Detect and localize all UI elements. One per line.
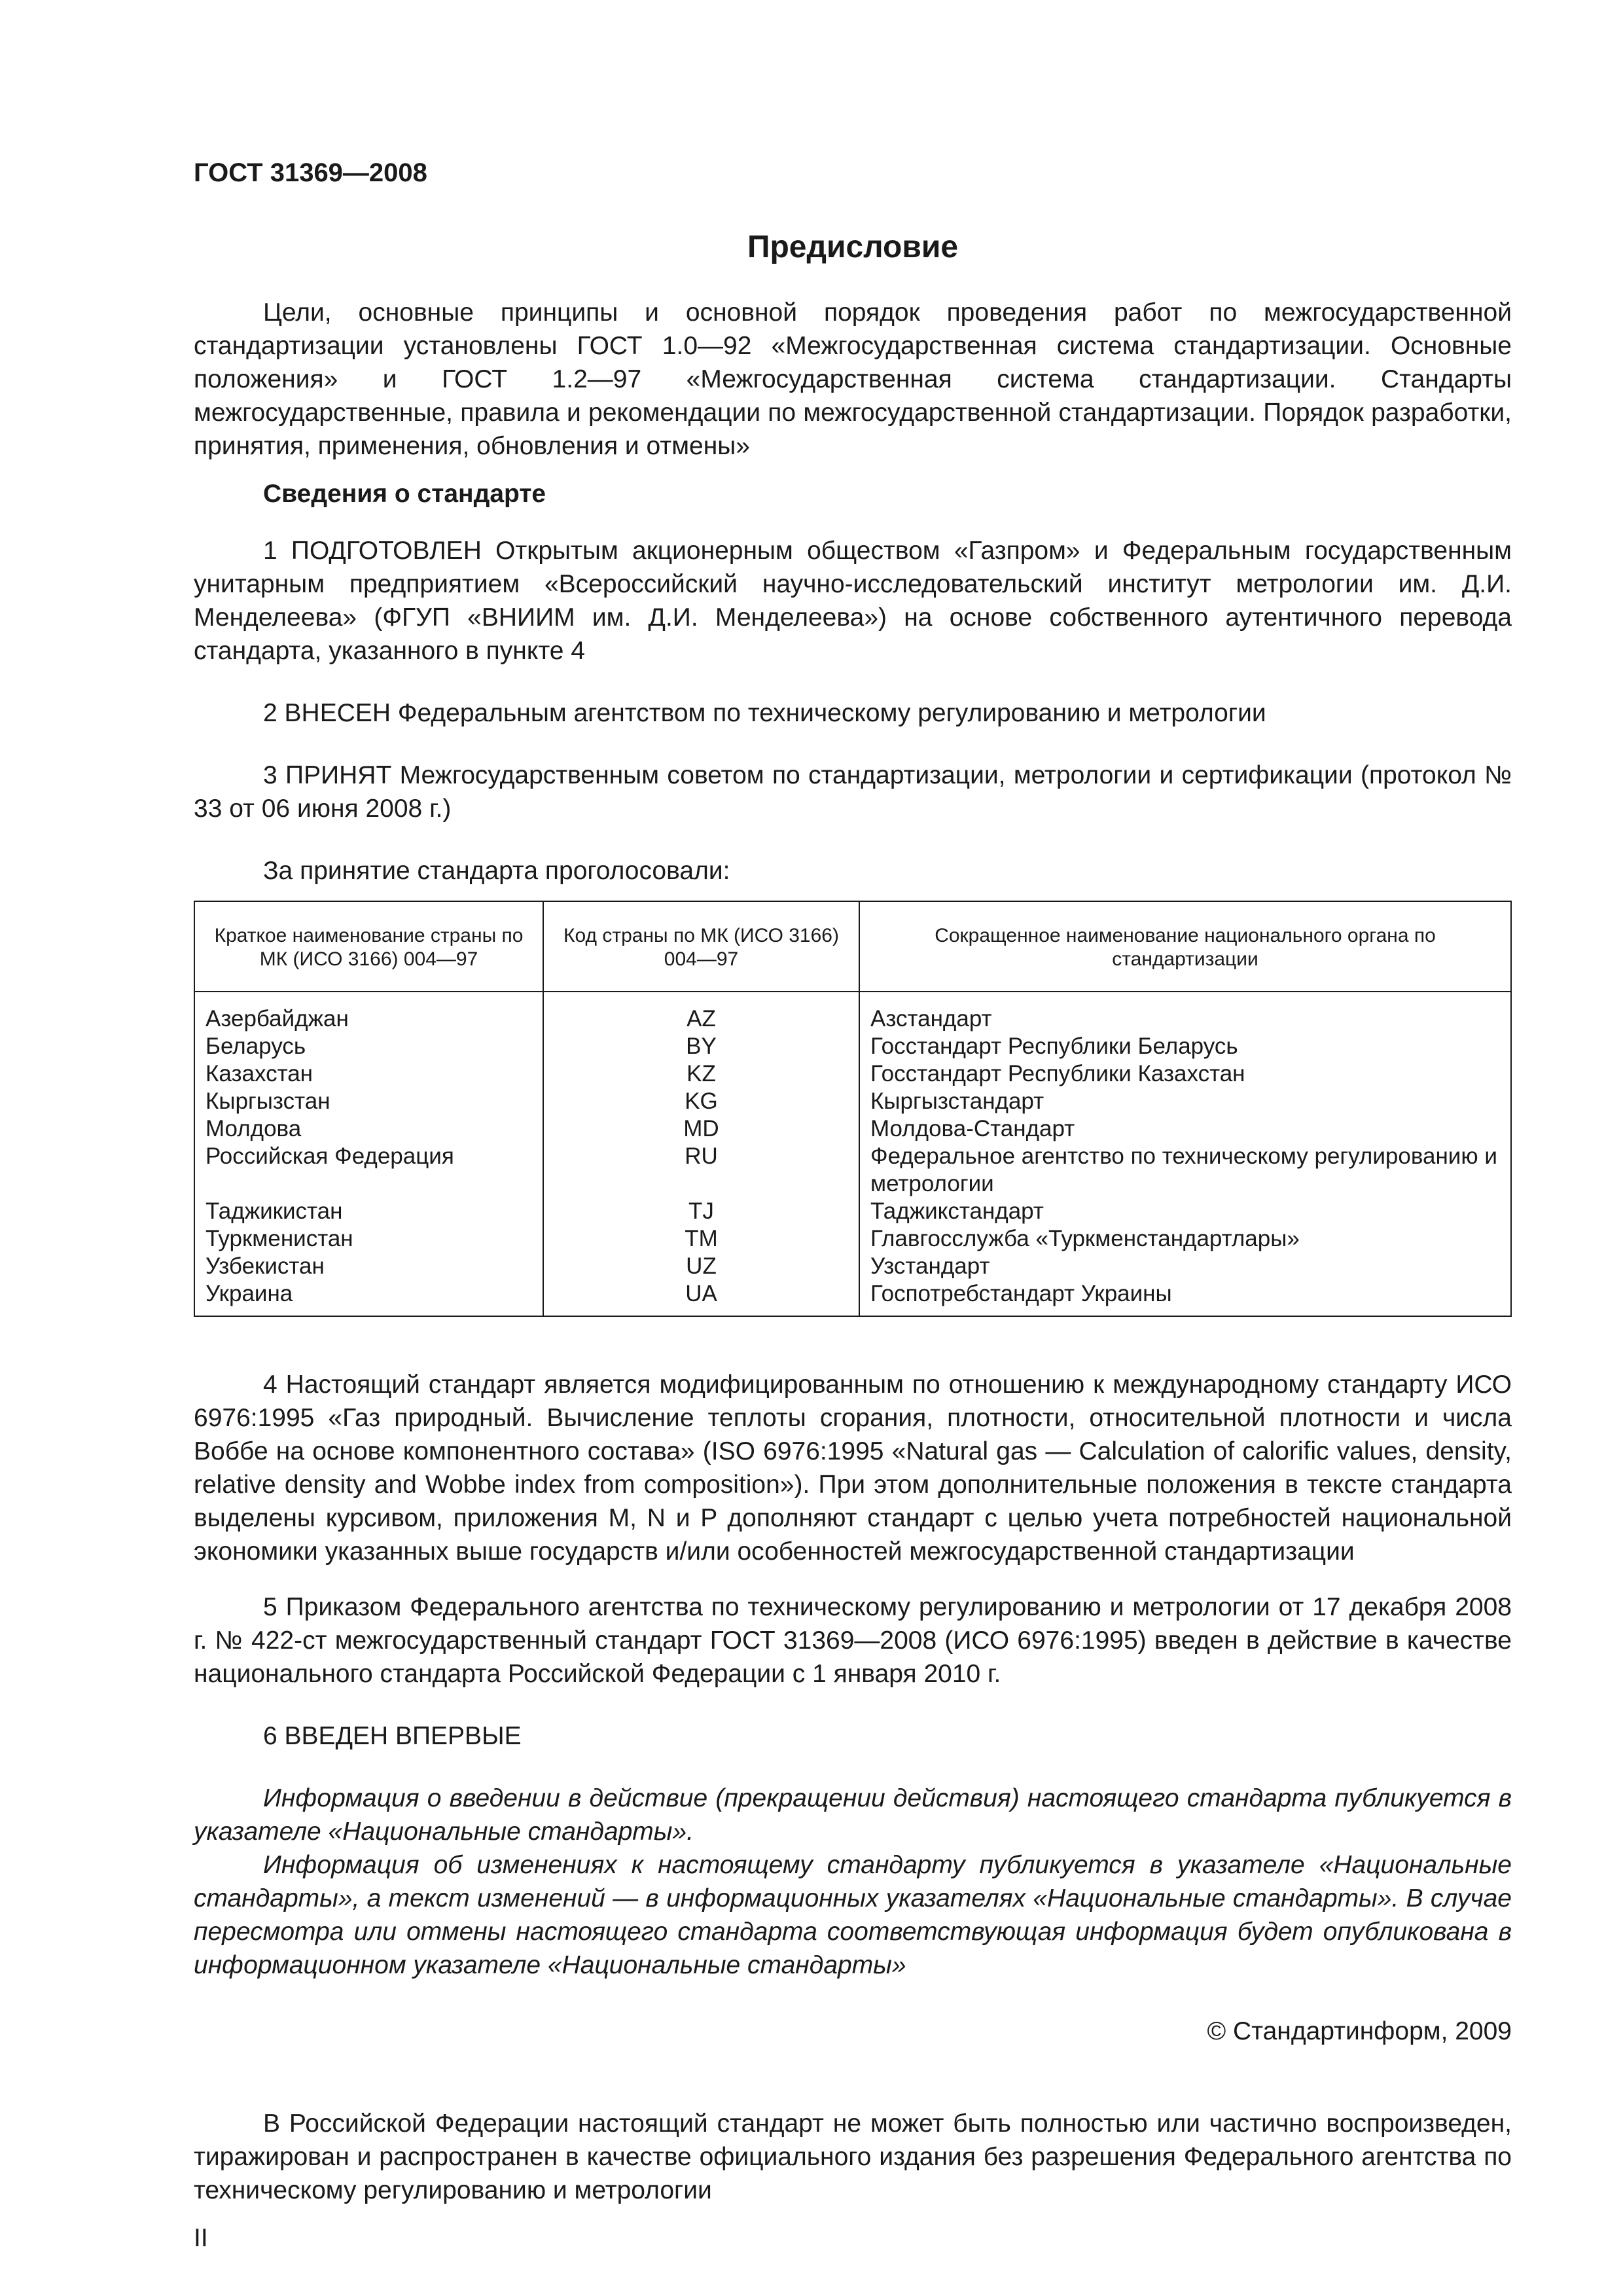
country-code: UZ <box>543 1253 859 1280</box>
country-name: Туркменистан <box>194 1225 543 1253</box>
country-name: Таджикистан <box>194 1198 543 1225</box>
item-3-paragraph: 3 ПРИНЯТ Межгосударственным советом по стандартизации, метрологии и сертификации (протокол № 33 от 06 июня 2008 г.) <box>194 761 1512 823</box>
national-body: Кыргызстандарт <box>859 1088 1511 1115</box>
item-2-paragraph: 2 ВНЕСЕН Федеральным агентством по техническому регулированию и метрологии <box>263 699 1266 727</box>
table-row <box>194 1225 1511 1253</box>
country-code: KG <box>543 1088 859 1115</box>
national-body: Госпотребстандарт Украины <box>859 1280 1511 1316</box>
table-row <box>194 1143 1511 1198</box>
vote-table-header-row <box>194 901 1511 992</box>
header-country-name: Краткое наименование страны по МК (ИСО 3166) 004—97 <box>194 901 543 992</box>
vote-label: За принятие стандарта проголосовали: <box>263 857 730 885</box>
intro-paragraph: Цели, основные принципы и основной порядок проведения работ по межгосударственной стандартизации установлены ГОСТ 1.0—92 «Межгосударственная система стандартизации. Основные положения» и ГОСТ 1.2—97 «Межгосударственная система стандартизации. Стандарты межгосударственные, правила и рекомендации по межгосударственной стандартизации. Порядок разработки, принятия, применения, обновления и отмены» <box>194 298 1512 460</box>
country-code: AZ <box>543 992 859 1033</box>
item-1-paragraph: 1 ПОДГОТОВЛЕН Открытым акционерным обществом «Газпром» и Федеральным государственным унитарным предприятием «Всероссийский научно-исследовательский институт метрологии им. Д.И. Менделеева» (ФГУП «ВНИИМ им. Д.И. Менделеева») на основе собственного аутентичного перевода стандарта, указанного в пункте 4 <box>194 537 1512 665</box>
document-page <box>194 157 1512 2254</box>
country-name: Украина <box>194 1280 543 1316</box>
national-body: Госстандарт Республики Казахстан <box>859 1060 1511 1088</box>
info-heading: Сведения о стандарте <box>263 480 546 508</box>
copyright-line: © Стандартинформ, 2009 <box>1207 2017 1512 2045</box>
country-code: BY <box>543 1033 859 1060</box>
table-row <box>194 1060 1511 1088</box>
country-name: Молдова <box>194 1115 543 1143</box>
table-row <box>194 1033 1511 1060</box>
country-code: KZ <box>543 1060 859 1088</box>
table-row <box>194 1115 1511 1143</box>
header-country-code: Код страны по МК (ИСО 3166) 004—97 <box>543 901 859 992</box>
national-body: Азстандарт <box>859 992 1511 1033</box>
national-body: Молдова-Стандарт <box>859 1115 1511 1143</box>
legal-notice: В Российской Федерации настоящий стандарт не может быть полностью или частично воспроизведен, тиражирован и распространен в качестве официального издания без разрешения Федерального агентства по техническому регулированию и метрологии <box>194 2109 1512 2204</box>
table-row <box>194 1280 1511 1316</box>
country-code: RU <box>543 1143 859 1198</box>
header-national-body: Сокращенное наименование национального органа по стандартизации <box>859 901 1511 992</box>
notice-changes: Информация об изменениях к настоящему стандарту публикуется в указателе «Национальные стандарты», а текст изменений — в информационных указателях «Национальные стандарты». В случае пересмотра или отмены настоящего стандарта соответствующая информация будет опубликована в информационном указателе «Национальные стандарты» <box>194 1851 1512 1979</box>
country-code: TM <box>543 1225 859 1253</box>
table-row <box>194 1253 1511 1280</box>
item-6-paragraph: 6 ВВЕДЕН ВПЕРВЫЕ <box>263 1722 522 1750</box>
country-name: Кыргызстан <box>194 1088 543 1115</box>
table-row <box>194 1198 1511 1225</box>
country-name: Азербайджан <box>194 992 543 1033</box>
country-name: Узбекистан <box>194 1253 543 1280</box>
item-4-paragraph: 4 Настоящий стандарт является модифицированным по отношению к международному стандарту ИСО 6976:1995 «Газ природный. Вычисление теплоты сгорания, плотности, относительной плотности и числа Воббе на основе компонентного состава» (ISO 6976:1995 «Natural gas — Calculation of calorific values, density, relative density and Wobbe index from composition»). При этом дополнительные положения в тексте стандарта выделены курсивом, приложения M, N и P дополняют стандарт с целью учета потребностей национальной экономики указанных выше государств и/или особенностей межгосударственной стандартизации <box>194 1371 1512 1566</box>
country-code: MD <box>543 1115 859 1143</box>
page-number: II <box>194 2224 208 2252</box>
section-title: Предисловие <box>747 230 959 264</box>
national-body: Главгосслужба «Туркменстандартлары» <box>859 1225 1511 1253</box>
national-body: Госстандарт Республики Беларусь <box>859 1033 1511 1060</box>
national-body: Федеральное агентство по техническому регулированию и метрологии <box>859 1143 1511 1198</box>
notice-introduction: Информация о введении в действие (прекращении действия) настоящего стандарта публикуется в указателе «Национальные стандарты». <box>194 1784 1512 1846</box>
national-body: Таджикстандарт <box>859 1198 1511 1225</box>
table-row <box>194 992 1511 1033</box>
country-code: UA <box>543 1280 859 1316</box>
publication-notices <box>194 1782 1512 1982</box>
national-body: Узстандарт <box>859 1253 1511 1280</box>
country-code: TJ <box>543 1198 859 1225</box>
item-5-paragraph: 5 Приказом Федерального агентства по техническому регулированию и метрологии от 17 декабря 2008 г. № 422-ст межгосударственный стандарт ГОСТ 31369—2008 (ИСО 6976:1995) введен в действие в качестве национального стандарта Российской Федерации с 1 января 2010 г. <box>194 1593 1512 1688</box>
vote-table <box>194 901 1512 1317</box>
document-id: ГОСТ 31369—2008 <box>194 158 427 187</box>
table-row <box>194 1088 1511 1115</box>
country-name: Беларусь <box>194 1033 543 1060</box>
country-name: Российская Федерация <box>194 1143 543 1198</box>
country-name: Казахстан <box>194 1060 543 1088</box>
